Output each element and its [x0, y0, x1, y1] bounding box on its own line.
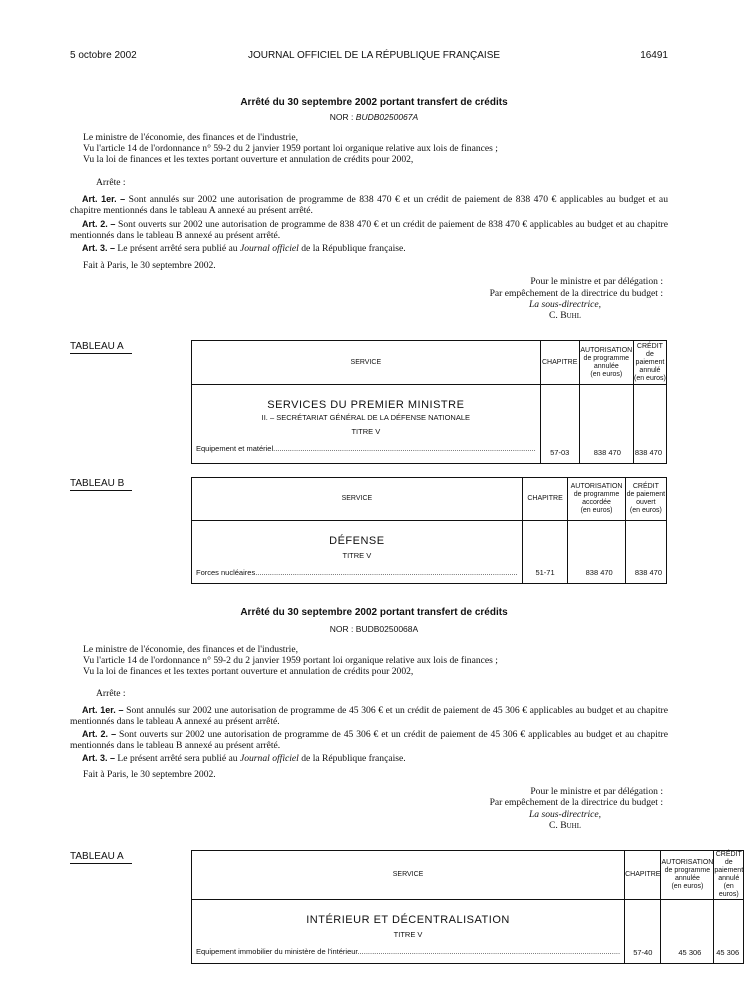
signature-name: C. Buhl	[549, 310, 581, 321]
visa-loi-finances: Vu la loi de finances et les textes portant ouverture et annulation de crédits pour 2002,	[83, 666, 414, 677]
header-chapitre: CHAPITRE	[522, 478, 568, 521]
visa-minister: Le ministre de l'économie, des finances et de l'industrie,	[83, 644, 298, 655]
article-3-text-a: Le présent arrêté sera publié au	[117, 243, 238, 254]
autorisation-value: 838 470	[585, 568, 613, 577]
header-service: SERVICE	[192, 478, 523, 521]
header-autorisation: AUTORISATION de programme annulée (en euros)	[661, 851, 714, 900]
table-row	[192, 521, 667, 584]
signature-line-2: Par empêchement de la directrice du budget :	[489, 288, 663, 299]
page-number: 16491	[640, 50, 668, 61]
header-autorisation: AUTORISATION de programme accordée (en euros)	[568, 478, 625, 521]
article-2	[70, 729, 668, 751]
header-credit: CRÉDIT de paiement ouvert (en euros)	[625, 478, 666, 521]
fait-a-paris: Fait à Paris, le 30 septembre 2002.	[83, 769, 216, 780]
arrete-label: Arrête :	[96, 177, 126, 188]
nor-label: NOR :	[329, 112, 354, 122]
publication-date: 5 octobre 2002	[70, 50, 137, 61]
signature-line-1: Pour le ministre et par délégation :	[530, 276, 663, 287]
nor-reference	[0, 112, 748, 122]
autorisation-value: 838 470	[593, 448, 621, 457]
credit-value: 45 306	[716, 948, 740, 957]
chapitre-value: 57-03	[550, 448, 570, 457]
decree-title: Arrêté du 30 septembre 2002 portant transfert de crédits	[240, 97, 508, 108]
article-3-label: Art. 3. –	[82, 753, 116, 763]
table-a	[191, 850, 744, 964]
header-autorisation: AUTORISATION de programme annulée (en euros)	[579, 341, 633, 385]
fait-a-paris: Fait à Paris, le 30 septembre 2002.	[83, 260, 216, 271]
autorisation-value: 45 306	[678, 948, 702, 957]
visa-minister: Le ministre de l'économie, des finances et de l'industrie,	[83, 132, 298, 143]
table-b	[191, 477, 667, 584]
signature-line-1: Pour le ministre et par délégation :	[530, 786, 663, 797]
table-header-row	[192, 478, 667, 521]
article-2-text: Sont ouverts sur 2002 une autorisation de programme de 45 306 € et un crédit de paiement de 45 306 € applicables au budget et au chapitre mentionnés dans le tableau B annexé au présent arrêté.	[70, 729, 668, 751]
article-2-label: Art. 2. –	[82, 219, 116, 229]
article-3-journal: Journal officiel	[239, 753, 299, 764]
section-title: DÉFENSE	[329, 535, 385, 548]
table-a	[191, 340, 667, 464]
article-3-label: Art. 3. –	[82, 243, 116, 253]
header-credit: CRÉDIT de paiement annulé (en euros)	[714, 851, 744, 898]
credit-value: 838 470	[634, 568, 662, 577]
table-b-label: TABLEAU B	[70, 478, 132, 491]
entry-label: Forces nucléaires..............................................................................................................................	[196, 568, 518, 578]
titre-label: TITRE V	[393, 930, 423, 939]
article-1-text: Sont annulés sur 2002 une autorisation de programme de 838 470 € et un crédit de paiement de 838 470 € applicables au budget et au chapitre mentionnés dans le tableau A annexé au présent arrêté.	[70, 194, 668, 216]
article-3-journal: Journal officiel	[239, 243, 299, 254]
titre-label: TITRE V	[351, 427, 381, 437]
titre-label: TITRE V	[342, 551, 372, 561]
table-row	[192, 385, 667, 464]
chapitre-value: 51-71	[535, 568, 555, 577]
article-2	[70, 219, 668, 241]
article-1-label: Art. 1er. –	[82, 705, 124, 715]
article-2-text: Sont ouverts sur 2002 une autorisation de programme de 838 470 € et un crédit de paiement de 838 470 € applicables au budget et au chapitre mentionnés dans le tableau B annexé au présent arrêté.	[70, 219, 669, 241]
header-credit: CRÉDIT de paiement annulé (en euros)	[633, 341, 666, 385]
arrete-label: Arrête :	[96, 688, 126, 699]
header-chapitre: CHAPITRE	[625, 851, 661, 900]
section-title: INTÉRIEUR ET DÉCENTRALISATION	[306, 914, 510, 926]
section-title: SERVICES DU PREMIER MINISTRE	[267, 399, 465, 412]
signature-line-3: La sous-directrice,	[528, 809, 602, 820]
visa-ordonnance: Vu l'article 14 de l'ordonnance n° 59-2 du 2 janvier 1959 portant loi organique relative aux lois de finances ;	[83, 143, 498, 154]
article-1	[70, 194, 668, 216]
table-a-label: TABLEAU A	[70, 341, 132, 354]
nor-reference	[0, 624, 748, 634]
header-service: SERVICE	[192, 851, 625, 900]
article-3-text-b: de la République française.	[301, 243, 406, 254]
article-1-label: Art. 1er. –	[82, 194, 126, 204]
header-chapitre: CHAPITRE	[540, 341, 579, 385]
article-2-label: Art. 2. –	[82, 729, 117, 739]
entry-label: Equipement immobilier du ministère de l'intérieur..............................................................................................................................	[196, 947, 621, 956]
signature-line-2: Par empêchement de la directrice du budget :	[489, 797, 663, 808]
article-3	[70, 243, 668, 254]
table-row	[192, 900, 744, 964]
journal-title: JOURNAL OFFICIEL DE LA RÉPUBLIQUE FRANÇAISE	[247, 50, 501, 61]
table-header-row	[192, 341, 667, 385]
article-1-text: Sont annulés sur 2002 une autorisation de programme de 45 306 € et un crédit de paiement de 45 306 € applicables au budget et au chapitre mentionnés dans le tableau A annexé au présent arrêté.	[70, 705, 668, 727]
visa-loi-finances: Vu la loi de finances et les textes portant ouverture et annulation de crédits pour 2002,	[83, 154, 414, 165]
subsection-title: II. – SECRÉTARIAT GÉNÉRAL DE LA DÉFENSE NATIONALE	[261, 413, 471, 423]
article-3	[70, 753, 668, 764]
nor-code: BUDB0250067A	[355, 112, 419, 122]
header-service: SERVICE	[192, 341, 541, 385]
credit-value: 838 470	[634, 448, 662, 457]
article-3-text-a: Le présent arrêté sera publié au	[117, 753, 238, 764]
nor-code: BUDB0250068A	[355, 624, 419, 634]
article-1	[70, 705, 668, 727]
signature-name: C. Buhl	[549, 820, 581, 831]
visa-ordonnance: Vu l'article 14 de l'ordonnance n° 59-2 du 2 janvier 1959 portant loi organique relative aux lois de finances ;	[83, 655, 498, 666]
table-header-row	[192, 851, 744, 900]
chapitre-value: 57-40	[633, 948, 653, 957]
nor-label: NOR :	[329, 624, 354, 634]
article-3-text-b: de la République française.	[301, 753, 406, 764]
decree-title: Arrêté du 30 septembre 2002 portant transfert de crédits	[240, 607, 508, 618]
table-a-label: TABLEAU A	[70, 851, 132, 864]
entry-label: Equipement et matériel..............................................................................................................................	[196, 444, 536, 454]
signature-line-3: La sous-directrice,	[528, 299, 602, 310]
